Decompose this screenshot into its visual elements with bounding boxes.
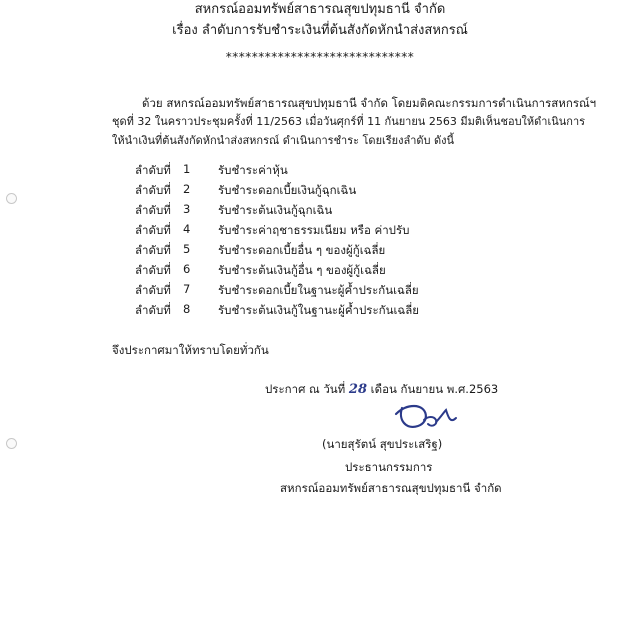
item-description: รับชำระต้นเงินกู้ฉุกเฉิน <box>218 203 333 217</box>
document-subject: เรื่อง ลำดับการรับชำระเงินที่ต้นสังกัดหักนำส่งสหกรณ์ <box>172 23 468 38</box>
announcement-date <box>265 382 498 397</box>
item-label: ลำดับที่ <box>135 303 171 317</box>
item-description: รับชำระต้นเงินกู้อื่น ๆ ของผู้กู้เฉลี่ย <box>218 263 386 277</box>
item-label: ลำดับที่ <box>135 263 171 277</box>
item-number: 8 <box>183 302 191 316</box>
signature-image <box>388 398 468 438</box>
announcement-suffix: เดือน กันยายน พ.ศ.2563 <box>370 382 499 396</box>
item-description: รับชำระดอกเบี้ยในฐานะผู้ค้ำประกันเฉลี่ย <box>218 283 419 297</box>
punch-hole-bottom <box>6 438 17 449</box>
list-item <box>135 302 535 320</box>
signatory-name: (นายสุรัตน์ สุขประเสริฐ) <box>322 437 443 451</box>
org-title: สหกรณ์ออมทรัพย์สาธารณสุขปทุมธานี จำกัด <box>194 2 446 17</box>
body-line-1: ด้วย สหกรณ์ออมทรัพย์สาธารณสุขปทุมธานี จำกัด โดยมติคณะกรรมการดำเนินการสหกรณ์ฯ <box>142 96 597 110</box>
item-description: รับชำระดอกเบี้ยเงินกู้ฉุกเฉิน <box>218 183 357 197</box>
list-item <box>135 162 535 180</box>
signatory-organization: สหกรณ์ออมทรัพย์สาธารณสุขปทุมธานี จำกัด <box>280 481 502 495</box>
item-label: ลำดับที่ <box>135 243 171 257</box>
item-number: 6 <box>183 262 191 276</box>
closing-statement: จึงประกาศมาให้ทราบโดยทั่วกัน <box>112 343 269 357</box>
item-description: รับชำระค่าฤชาธรรมเนียม หรือ ค่าปรับ <box>218 223 410 237</box>
item-label: ลำดับที่ <box>135 203 171 217</box>
signatory-position: ประธานกรรมการ <box>345 460 433 474</box>
item-number: 3 <box>183 202 191 216</box>
item-description: รับชำระต้นเงินกู้ในฐานะผู้ค้ำประกันเฉลี่ย <box>218 303 420 317</box>
item-label: ลำดับที่ <box>135 223 171 237</box>
punch-hole-top <box>6 193 17 204</box>
announcement-day: 28 <box>348 382 368 397</box>
body-line-3: ให้นำเงินที่ต้นสังกัดหักนำส่งสหกรณ์ ดำเนินการชำระ โดยเรียงลำดับ ดังนี้ <box>112 134 455 147</box>
announcement-prefix: ประกาศ ณ วันที่ <box>265 382 346 396</box>
item-number: 4 <box>183 222 191 236</box>
list-item <box>135 222 535 240</box>
item-number: 2 <box>183 182 191 196</box>
list-item <box>135 242 535 260</box>
list-item <box>135 202 535 220</box>
item-label: ลำดับที่ <box>135 163 171 177</box>
item-label: ลำดับที่ <box>135 283 171 297</box>
item-number: 1 <box>183 162 191 176</box>
body-line-2: ชุดที่ 32 ในคราวประชุมครั้งที่ 11/2563 เมื่อวันศุกร์ที่ 11 กันยายน 2563 มีมติเห็นชอบให้ดำเนินการ <box>112 115 586 128</box>
item-number: 7 <box>183 282 191 296</box>
separator-line: ***************************** <box>225 50 415 64</box>
item-number: 5 <box>183 242 191 256</box>
list-item <box>135 282 535 300</box>
list-item <box>135 182 535 200</box>
item-description: รับชำระค่าหุ้น <box>218 163 288 177</box>
item-label: ลำดับที่ <box>135 183 171 197</box>
item-description: รับชำระดอกเบี้ยอื่น ๆ ของผู้กู้เฉลี่ย <box>218 243 386 257</box>
list-item <box>135 262 535 280</box>
